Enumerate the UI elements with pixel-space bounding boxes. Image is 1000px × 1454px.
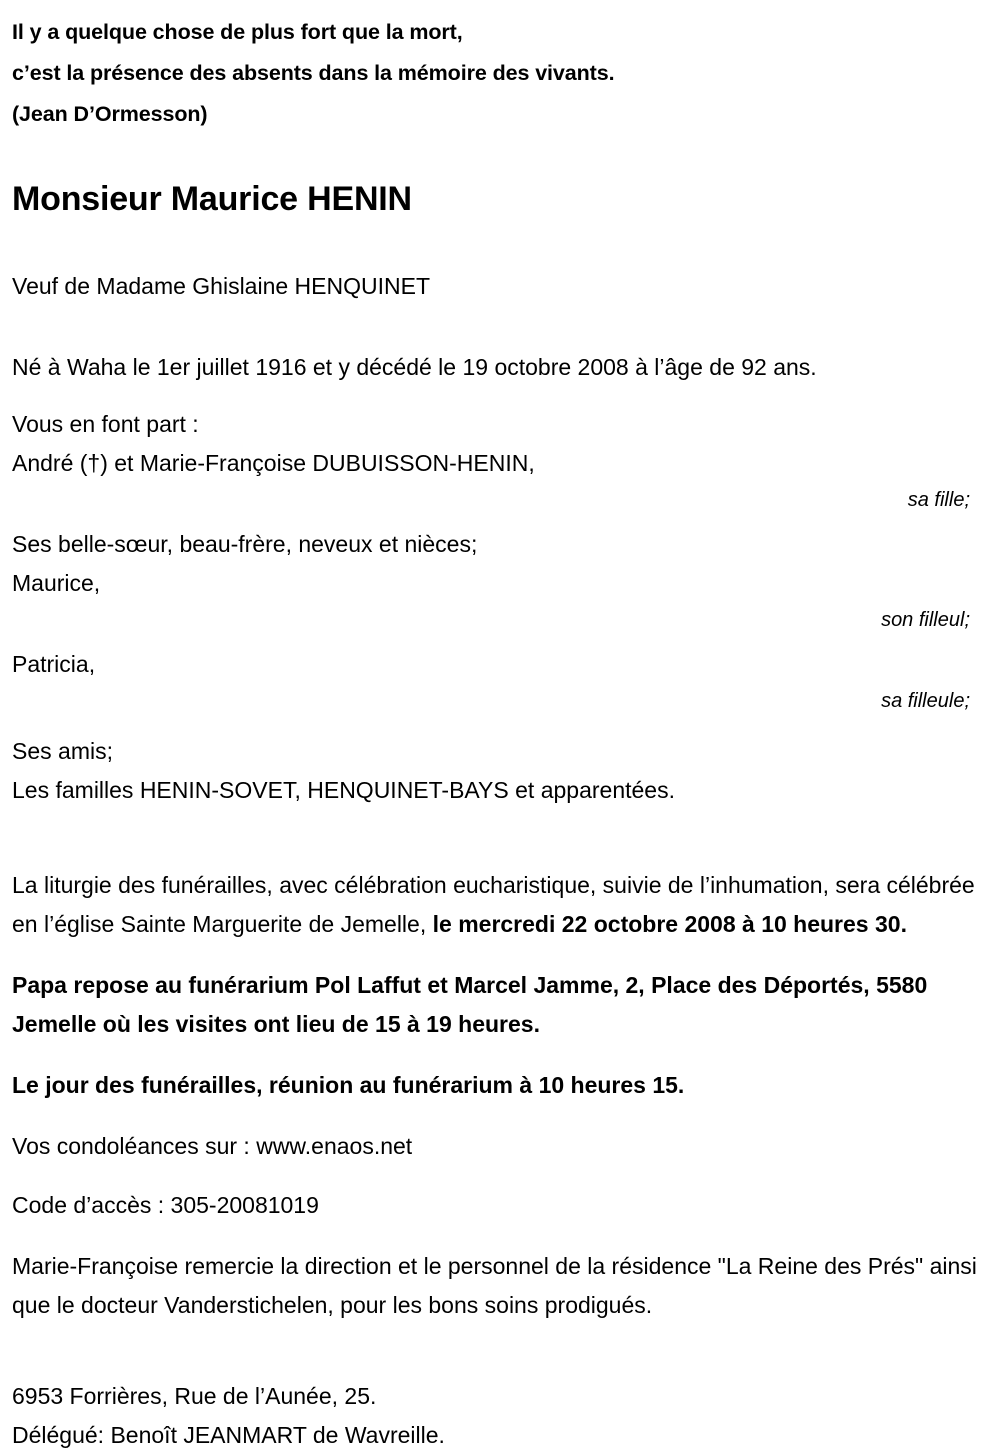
- family-entry: [12, 564, 980, 637]
- family-entry: [12, 525, 980, 564]
- access-code-line: Code d’accès : 305-20081019: [12, 1192, 319, 1218]
- contact-address: 6953 Forrières, Rue de l’Aunée, 25.: [12, 1383, 377, 1409]
- quotation-line-2: c’est la présence des absents dans la mémoire des vivants.: [12, 61, 615, 85]
- birth-death-line: Né à Waha le 1er juillet 1916 et y décédé le 19 octobre 2008 à l’âge de 92 ans.: [12, 354, 817, 380]
- deceased-name: Monsieur Maurice HENIN: [12, 180, 412, 218]
- family-spacer: [12, 517, 980, 525]
- funerarium-paragraph: Papa repose au funérarium Pol Laffut et Marcel Jamme, 2, Place des Déportés, 5580 Jemelle où les visites ont lieu de 15 à 19 heures.: [12, 972, 928, 1037]
- spouse-line: Veuf de Madame Ghislaine HENQUINET: [12, 273, 431, 299]
- family-member-name: Maurice,: [12, 570, 101, 596]
- friends-line: Ses amis;: [12, 738, 113, 764]
- family-entry: [12, 645, 980, 718]
- families-line: Les familles HENIN-SOVET, HENQUINET-BAYS et apparentées.: [12, 777, 675, 803]
- family-list: [12, 444, 980, 810]
- liturgy-bold-text: le mercredi 22 octobre 2008 à 10 heures 30.: [432, 911, 907, 937]
- obituary-content: [12, 12, 980, 1454]
- family-member-relation: sa fille;: [907, 489, 970, 511]
- announcement-intro: Vous en font part :: [12, 411, 199, 437]
- family-member-name: André (†) et Marie-Françoise DUBUISSON-HENIN,: [12, 450, 535, 476]
- reunion-paragraph: Le jour des funérailles, réunion au funérarium à 10 heures 15.: [12, 1072, 685, 1098]
- quotation-author: (Jean D’Ormesson): [12, 102, 208, 126]
- condolences-line: Vos condoléances sur : www.enaos.net: [12, 1133, 413, 1159]
- family-member-relation: son filleul;: [881, 609, 970, 631]
- family-member-relation: sa filleule;: [881, 690, 970, 712]
- family-member-name: Patricia,: [12, 651, 96, 677]
- liturgy-regular-text: La liturgie des funérailles, avec célébration eucharistique, suivie de l’inhumation, sera célébrée en l’église Sainte Marguerite de Jemelle,: [12, 872, 975, 937]
- family-entry: [12, 444, 980, 517]
- family-spacer: [12, 637, 980, 645]
- family-member-name: Ses belle-sœur, beau-frère, neveux et nièces;: [12, 531, 478, 557]
- contact-delegate: Délégué: Benoît JEANMART de Wavreille.: [12, 1422, 445, 1448]
- thanks-paragraph: Marie-Françoise remercie la direction et le personnel de la résidence "La Reine des Prés" ainsi que le docteur Vanderstichelen, pour les bons soins prodigués.: [12, 1253, 977, 1318]
- quotation-block: [12, 12, 980, 135]
- quotation-line-1: Il y a quelque chose de plus fort que la mort,: [12, 20, 463, 44]
- liturgy-paragraph: [12, 866, 980, 944]
- contact-block: [12, 1377, 980, 1454]
